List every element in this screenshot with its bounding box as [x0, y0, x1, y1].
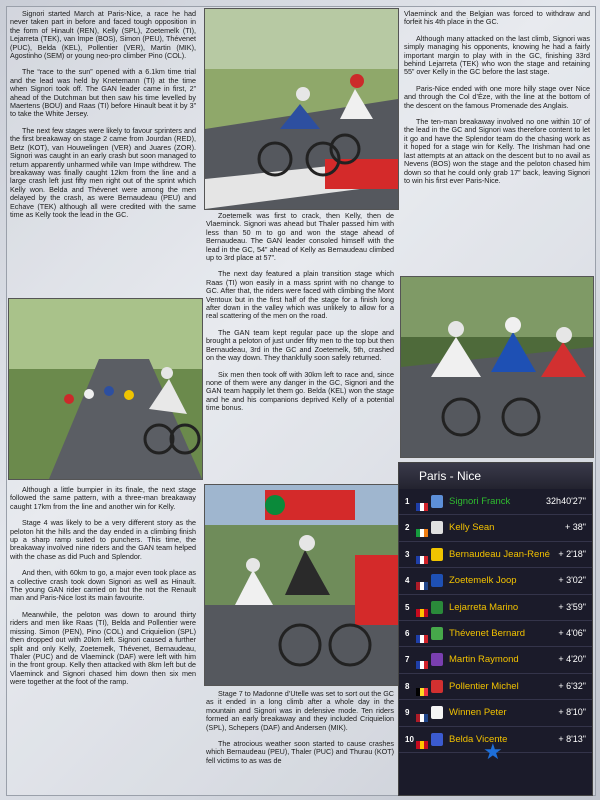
rider-time: + 4'06": [558, 627, 586, 638]
team-jersey-icon: [431, 680, 443, 693]
paragraph: Stage 7 to Madonne d’Utelle was set to sort out the GC as it ended in a long climb after a whole day in the mountain and Signori was in defensive mode. Ten riders formed an early breakaway and they included Criquielion (SPL), Schepers (DAF) and Andersen (MIK).: [206, 689, 394, 732]
race-photo-peloton: [8, 298, 203, 480]
nation-flag-icon: [416, 683, 428, 691]
standings-row: [399, 621, 592, 647]
paragraph: And then, with 60km to go, a major even took place as a collective crash took down Signori as well as Hinault. The young GAN rider carried on but the not the Renault man and Paris-Nice lost its main favourite.: [10, 568, 196, 603]
nation-flag-icon: [416, 630, 428, 638]
paragraph: The GAN team kept regular pace up the slope and brought a peloton of just under fifty men to the top but then Bernaudeau, 3rd in the GC and Zoetemelk, 5th, crashed on the way down. They thankfully soon safely returned.: [206, 327, 394, 363]
race-photo-breakaway: [204, 8, 399, 210]
team-jersey-icon: [431, 574, 443, 587]
race-photo-finish-banner: [204, 484, 399, 686]
rider-name: Zoetemelk Joop: [449, 575, 517, 587]
standings-row: [399, 647, 592, 673]
rider-time: + 3'59": [558, 601, 586, 612]
standings-row: [399, 674, 592, 700]
paragraph: The next day featured a plain transition stage which Raas (TI) won easily in a mass sprint with no change to GC. After that, the riders were faced with climbing the Mont Ventoux but in the first half of the stage for a finish long after down in the valley which was unlikely to allow for a real scattering of the men on the road.: [206, 269, 394, 321]
team-jersey-icon: [431, 733, 443, 746]
rank: 2: [405, 523, 410, 533]
team-jersey-icon: [431, 601, 443, 614]
paragraph: The ten-man breakaway involved no one within 10’ of the lead in the GC and Signori was therefore content to let it go and have the Splendor team do the chasing work as it hoped for a stage win for Kelly. The Irishman had one last attempts at an attack on the descent but to no avail as Nevens (BOS) won the stage and the peloton chased him down so that he could only grab 17” back, leaving Signori to win his first ever Paris-Nice.: [404, 117, 590, 185]
standings-row: [399, 515, 592, 541]
article-col2-bottom: [206, 690, 394, 773]
rider-time: + 2'18": [558, 548, 586, 559]
rank: 9: [405, 708, 410, 718]
rider-time: 32h40'27": [546, 496, 586, 506]
nation-flag-icon: [416, 709, 428, 717]
paragraph: The atrocious weather soon started to cause crashes which Bernaudeau (PEU), Thaler (PUC) and Thurau (KOT) fell victims to as was de: [206, 739, 394, 765]
article-col1-top: [10, 10, 196, 227]
rider-name: Martin Raymond: [449, 654, 519, 666]
rider-name: Bernaudeau Jean-René: [449, 548, 550, 560]
standings-row: [399, 542, 592, 568]
nation-flag-icon: [416, 656, 428, 664]
standings-row: [399, 595, 592, 621]
nation-flag-icon: [416, 604, 428, 612]
rank: 5: [405, 602, 410, 612]
standings-row: [399, 700, 592, 726]
rank: 6: [405, 628, 410, 638]
paragraph: Although many attacked on the last climb, Signori was simply managing his opponents, knowing he had a fairly important margin to play with in the GC, finishing 33rd behind Lejarreta (TEK) who won the stage and retaining 55” over Kelly in the GC before the last stage.: [404, 33, 590, 77]
paragraph: Vlaeminck and the Belgian was forced to withdraw and forfeit his 4th place in the GC.: [404, 9, 590, 27]
paragraph: Signori started March at Paris-Nice, a race he had never taken part in before and faced tough opposition in the form of Hinault (REN), Kelly (SPL), Zoetemelk (TI), Lejarreta (TEK), van Impe (BOS), Simon (PEU), Thévenet (PUC), Belda (KEL), Pollentier (VER), Martin (MIK), Agostinho (SEM) or young neo-pro climber Pino (COL).: [10, 9, 196, 61]
standings-title: Paris - Nice: [399, 463, 592, 489]
rider-time: + 4'20": [558, 654, 586, 665]
team-jersey-icon: [431, 653, 443, 666]
nation-flag-icon: [416, 551, 428, 559]
paragraph: Stage 4 was likely to be a very different story as the peloton hit the hills and the day ended in a climbing finish up a sharp ramp suited to punchers. This time, the breakaway involved nine riders and the GAN team helped with the chase as did Puch and Splendor.: [10, 518, 196, 561]
paragraph: Zoetemelk was first to crack, then Kelly, then de Vlaeminck. Signori was ahead but Thaler passed him with less than 50 m to go and won the stage ahead of Bernaudeau. The GAN leader consoled himself with the lead in the GC, 54” ahead of Kelly as Bernaudeau climbed up to 3rd place at 57”.: [206, 211, 394, 263]
rank: 10: [405, 734, 414, 744]
rider-name: Thévenet Bernard: [449, 627, 526, 639]
rider-time: + 3'02": [558, 575, 586, 586]
rider-name: Winnen Peter: [449, 707, 507, 719]
race-photo-chase: [400, 276, 594, 458]
rank: 7: [405, 655, 410, 665]
nation-flag-icon: [416, 524, 428, 532]
team-jersey-icon: [431, 548, 443, 561]
team-jersey-icon: [431, 521, 443, 534]
standings-row: [399, 568, 592, 594]
nation-flag-icon: [416, 498, 428, 506]
rank: 1: [405, 497, 410, 506]
paragraph: Meanwhile, the peloton was down to around thirty riders and men like Raas (TI), Belda and Pollentier were missing. Simon (PEN), Pino (COL) and Criquielion (SPL) then dropped out with 20km left. Signori caused a further split and only Kelly, Zoetemelk, Thévenet, Bernaudeau, Thaler (PUC) and de Vlaeminck (DAF) were left with him in the front group. Kelly then attacked with 8km left but de Vlaeminck and Signori chased him down then six men were together at the foot of the ramp.: [10, 609, 196, 687]
rider-name: Lejarreta Marino: [449, 601, 519, 613]
rider-name: Kelly Sean: [449, 522, 495, 534]
standings-row: [399, 489, 592, 515]
rider-time: + 8'10": [558, 707, 586, 718]
team-jersey-icon: [431, 706, 443, 719]
rider-time: + 38": [565, 522, 586, 533]
paragraph: Six men then took off with 30km left to race and, since none of them were any danger in the GC, Signori and the GAN team happily let them go. Belda (KEL) won the stage and he and his companions deprived Kelly of a potential time bonus.: [206, 369, 394, 413]
rider-name: Pollentier Michel: [449, 680, 519, 692]
rank: 3: [405, 549, 410, 559]
paragraph: The “race to the sun” opened with a 6.1km time trial and the lead was held by Knetemann (TI) at the time when Signori took off. The GAN leader came in first, 2” ahead of the Dutchman but then saw his time levelled by Maertens (BOU) and Raas (TI) before Hinault beat it by 3” to take the White Jersey.: [10, 67, 196, 119]
gc-standings-panel: [398, 462, 593, 796]
article-col2-mid: [206, 212, 394, 421]
team-jersey-icon: [431, 627, 443, 640]
star-icon: ★: [483, 739, 503, 764]
rider-name: Signori Franck: [449, 496, 511, 507]
article-col1-bottom: [10, 486, 196, 695]
nation-flag-icon: [416, 736, 428, 744]
paragraph: Although a little bumpier in its finale, the next stage followed the same pattern, with a three-man breakaway caught 17km from the line and another win for Kelly.: [10, 485, 196, 511]
standings-rows: [399, 489, 592, 753]
rider-time: + 6'32": [558, 680, 586, 691]
rank: 4: [405, 576, 410, 586]
rider-name: Belda Vicente: [449, 733, 508, 745]
article-col3-top: [404, 10, 590, 193]
nation-flag-icon: [416, 577, 428, 585]
rank: 8: [405, 681, 410, 691]
rider-time: + 8'13": [558, 733, 586, 744]
team-jersey-icon: [431, 495, 443, 508]
paragraph: The next few stages were likely to favour sprinters and the first breakaway on stage 2 came from Jourdan (RED), Betz (KOT), van Houwelingen (VER) and Juares (ZOR). Signori was caught in an early crash but soon managed to return apparently unharmed while van Impe withdrew. The breakaway was finally caught 12km from the line and a large crash left just fifty men right out of the sprint which Kelly won. Belda and Thévenet were among the men delayed by the crash, as were Bernaudeau (PEU) and Echave (TEK) although all were credited with the same time as Kelly took the lead in the GC.: [10, 125, 196, 219]
paragraph: Paris-Nice ended with one more hilly stage over Nice and through the Col d’Èze, with the line at the bottom of the descent on the famous Promenade des Anglais.: [404, 83, 590, 110]
